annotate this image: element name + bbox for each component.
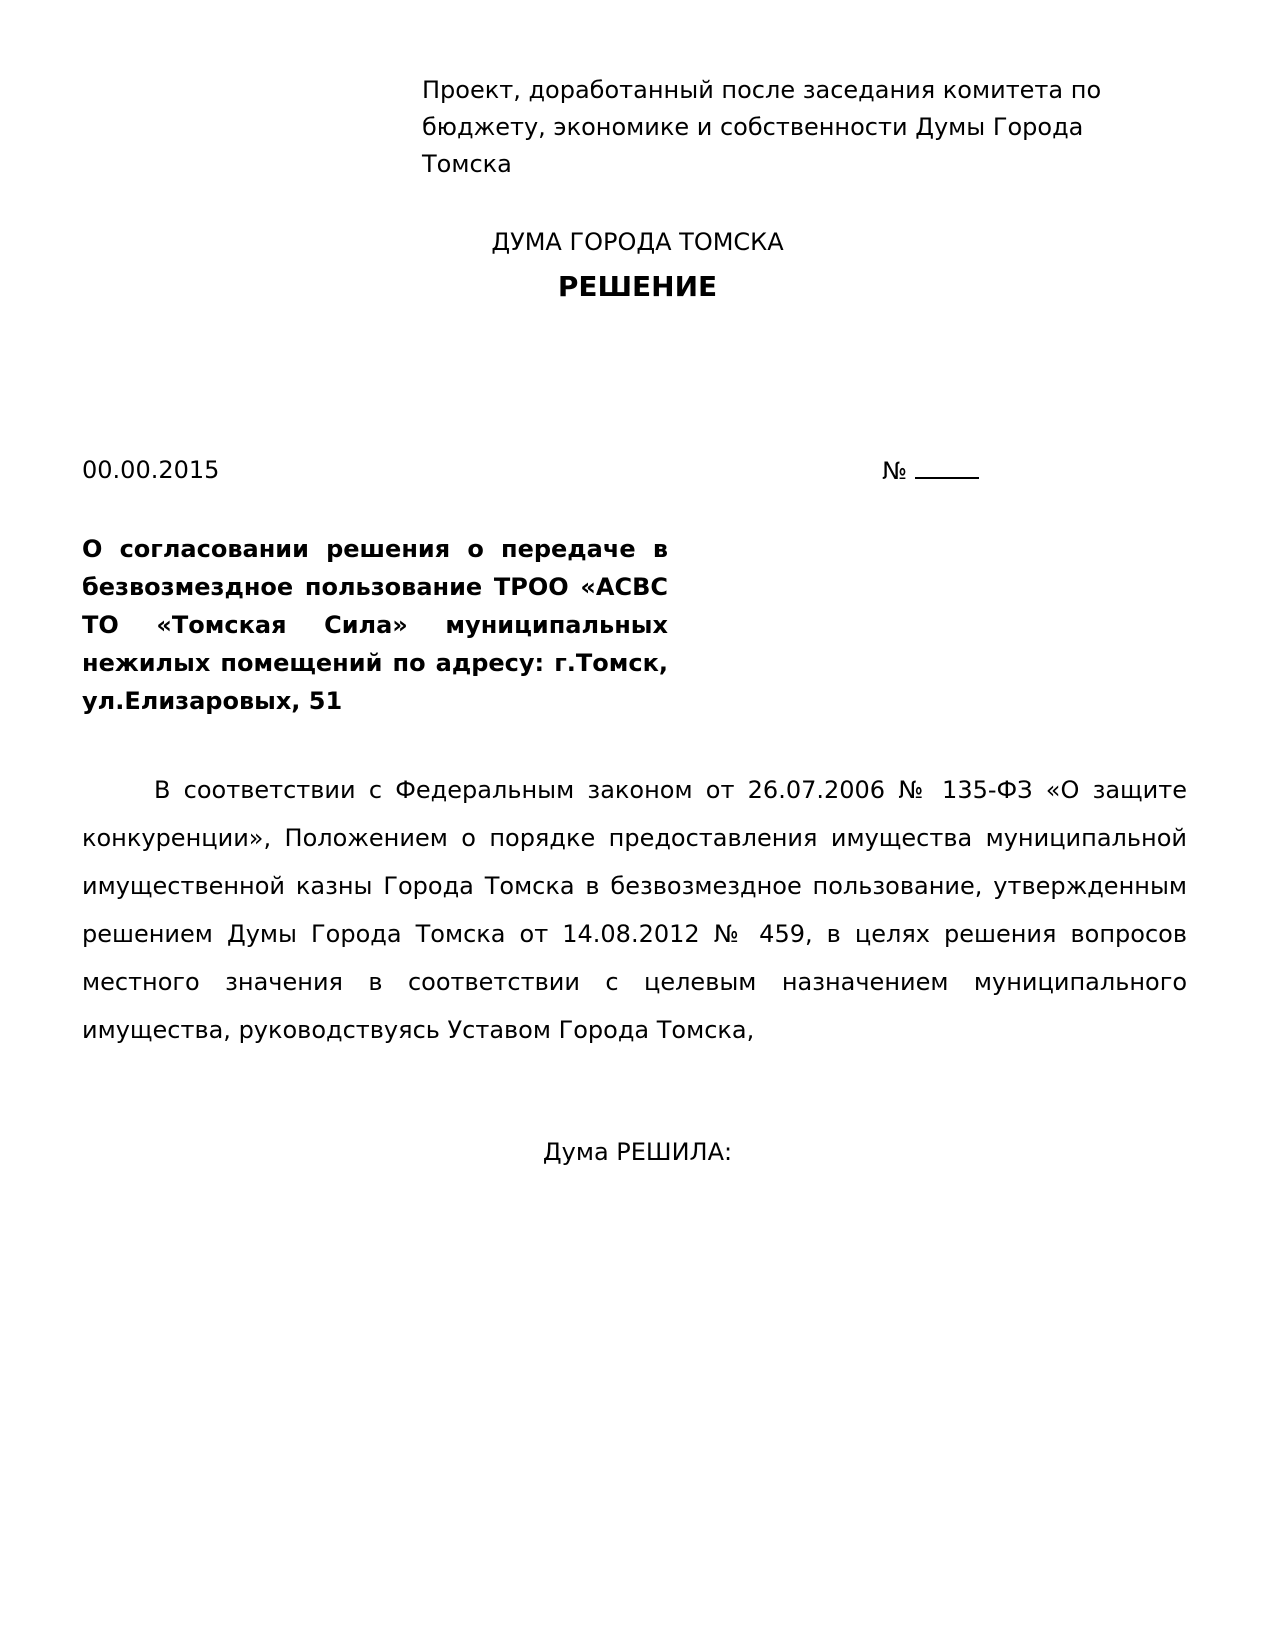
organization-title: ДУМА ГОРОДА ТОМСКА: [491, 228, 784, 256]
resolution-heading: Дума РЕШИЛА:: [542, 1138, 733, 1166]
draft-note: Проект, доработанный после заседания комитета по бюджету, экономике и собственности Думы Города Томска: [422, 76, 1102, 178]
number-label: №: [882, 457, 907, 485]
document-subject: О согласовании решения о передаче в безвозмездное пользование ТРОО «АСВС ТО «Томская Сила» муниципальных нежилых помещений по адресу: г.Томск, ул.Елизаровых, 51: [82, 535, 668, 715]
number-blank-line: [915, 455, 979, 479]
document-type-title: РЕШЕНИЕ: [557, 270, 718, 303]
document-date: 00.00.2015: [82, 456, 220, 484]
preamble-paragraph: В соответствии с Федеральным законом от 26.07.2006 № 135-ФЗ «О защите конкуренции», Положением о порядке предоставления имущества муниципальной имущественной казны Города Томска в безвозмездное пользование, утвержденным решением Думы Города Томска от 14.08.2012 № 459, в целях решения вопросов местного значения в соответствии с целевым назначением муниципального имущества, руководствуясь Уставом Города Томска,: [82, 776, 1187, 1044]
document-number: [882, 455, 979, 486]
